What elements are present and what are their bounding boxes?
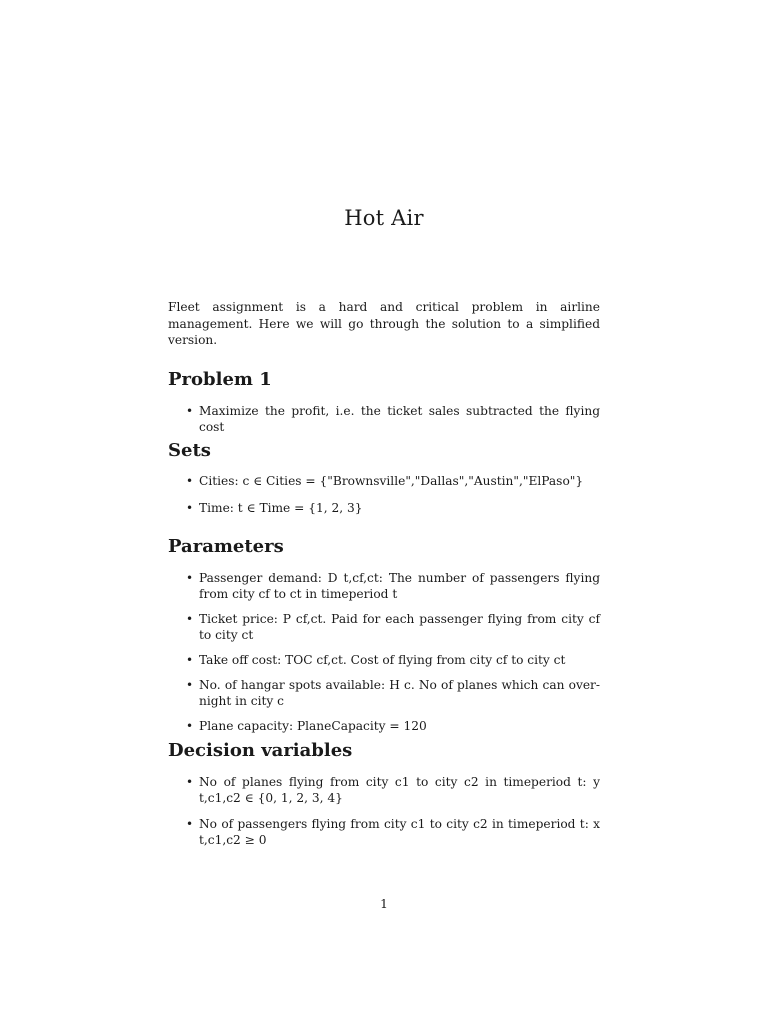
list-item: • No. of hangar spots available: H c. No of planes which can over-night in city c	[186, 678, 600, 708]
section-heading-sets: Sets	[168, 440, 211, 461]
problem-1-list	[168, 403, 600, 435]
list-item: • Take off cost: TOC cf,ct. Cost of flying from city cf to city ct	[186, 653, 566, 667]
section-heading-problem-1: Problem 1	[168, 369, 272, 390]
section-heading-decision-variables: Decision variables	[168, 740, 353, 761]
section-heading-parameters: Parameters	[168, 536, 284, 557]
list-item: • No of passengers flying from city c1 to city c2 in timeperiod t: x t,c1,c2 ≥ 0	[186, 817, 600, 847]
document-title: Hot Air	[344, 206, 424, 230]
bullet-icon: •	[186, 719, 194, 733]
list-item: • Maximize the profit, i.e. the ticket sales subtracted the flying cost	[186, 404, 600, 434]
list-item: • No of planes flying from city c1 to city c2 in timeperiod t: y t,c1,c2 ∈ {0, 1, 2, 3, 4}	[186, 775, 600, 805]
parameters-list	[168, 570, 600, 734]
bullet-icon: •	[186, 474, 194, 488]
bullet-icon: •	[186, 612, 194, 626]
bullet-icon: •	[186, 775, 194, 789]
bullet-icon: •	[186, 817, 194, 831]
page-number: 1	[380, 897, 388, 911]
bullet-icon: •	[186, 404, 194, 418]
decision-variables-list	[168, 774, 600, 848]
bullet-icon: •	[186, 571, 194, 585]
list-item: • Time: t ∈ Time = {1, 2, 3}	[186, 501, 363, 515]
bullet-icon: •	[186, 678, 194, 692]
bullet-icon: •	[186, 501, 194, 515]
sets-list	[168, 473, 600, 516]
bullet-icon: •	[186, 653, 194, 667]
list-item: • Passenger demand: D t,cf,ct: The number of passengers flying from city cf to ct in timeperiod t	[186, 571, 600, 601]
list-item: • Ticket price: P cf,ct. Paid for each passenger flying from city cf to city ct	[186, 612, 600, 642]
intro-paragraph: Fleet assignment is a hard and critical problem in airline management. Here we will go through the solution to a simplified version.	[168, 300, 600, 347]
list-item: • Cities: c ∈ Cities = {"Brownsville","Dallas","Austin","ElPaso"}	[186, 474, 584, 488]
list-item: • Plane capacity: PlaneCapacity = 120	[186, 719, 427, 733]
